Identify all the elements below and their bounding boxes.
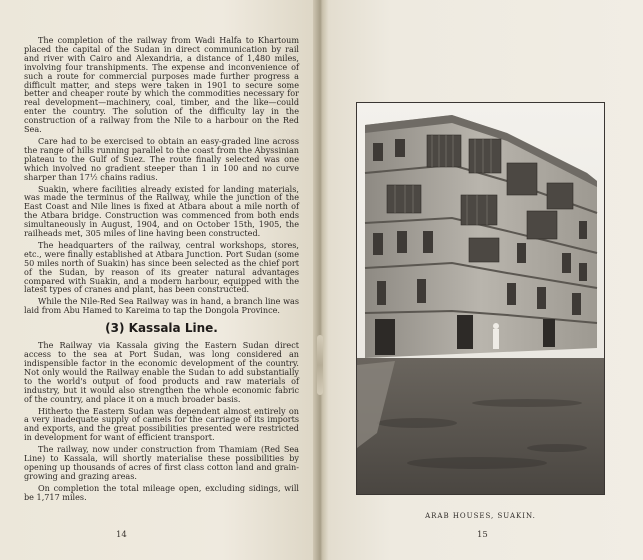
paragraph: Suakin, where facilities already existed for landing materials, was made the terminus of the Railway, while the junction of the East Coast and Nile lines is fixed at Atbara about a mile north of the Atbara bridge. Construction was commenced from both ends simultaneously in August, 1904, and on October 15th, 1905, the railheads met, 305 miles of line having been constructed. [24, 183, 299, 239]
paragraph: While the Nile-Red Sea Railway was in hand, a branch line was laid from Abu Hamed to Kareima to tap the Dongola Province. [24, 296, 299, 316]
figure-silhouette [493, 323, 499, 349]
paragraph: The railway, now under construction from Thamiam (Red Sea Line) to Kassala, will shortly materialise these possibilities by opening up thousands of acres of first class cotton land and grain-growing and grazing areas. [24, 444, 299, 481]
book-gutter [313, 0, 329, 560]
paragraph: Care had to be exercised to obtain an easy-graded line across the range of hills running parallel to the coast from the Abyssinian plateau to the Gulf of Suez. The route finally selected was one which involved no gradient steeper than 1 in 100 and no curve sharper than 17½ chains radius. [24, 135, 299, 182]
paragraph: On completion the total mileage open, excluding sidings, will be 1,717 miles. [24, 482, 299, 502]
photo-illustration [357, 103, 604, 494]
section-heading: (3) Kassala Line. [105, 321, 218, 336]
text-column [24, 36, 299, 505]
left-page [0, 0, 318, 560]
right-page [329, 0, 643, 560]
paragraph: The headquarters of the railway, central workshops, stores, etc., were finally established at Atbara Junction. Port Sudan (some 50 miles north of Suakin) has since been selected as the chief port of the Sudan, by reason of its greater natural advantages compared with Suakin, and a modern harbour, equipped with the latest types of cranes and plant, has been constructed. [24, 239, 299, 295]
photograph-arab-houses [357, 103, 604, 494]
photo-caption: ARAB HOUSES, SUAKIN. [425, 512, 536, 520]
binding-thread [317, 335, 323, 395]
page-number-right: 15 [477, 530, 488, 540]
paragraph: The completion of the railway from Wadi Halfa to Khartoum placed the capital of the Sudan in direct communication by rail and river with Cairo and Alexandria, a distance of 1,480 miles, involving four transhipments. The expense and inconvenience of such a route for commercial purposes made further progress a difficult matter, and steps were taken in 1901 to secure some better and cheaper route by which the commodities necessary for real development—machinery, coal, timber, and the like—could enter the country. The solution of the difficulty lay in the construction of a railway from the Nile to a harbour on the Red Sea. [24, 35, 299, 135]
paragraph: The Railway via Kassala giving the Eastern Sudan direct access to the sea at Port Sudan, was long considered an indispensible factor in the economic development of the country. Not only would the Railway enable the Sudan to add substantially to the world's output of food products and raw materials of industry, but it would also strengthen the whole economic fabric of the country, and place it on a much broader basis. [24, 340, 299, 404]
page-number-left: 14 [116, 530, 127, 540]
paragraph: Hitherto the Eastern Sudan was dependent almost entirely on a very inadequate supply of camels for the carriage of its imports and exports, and the great possibilities presented were restricted in development for want of efficient transport. [24, 405, 299, 443]
